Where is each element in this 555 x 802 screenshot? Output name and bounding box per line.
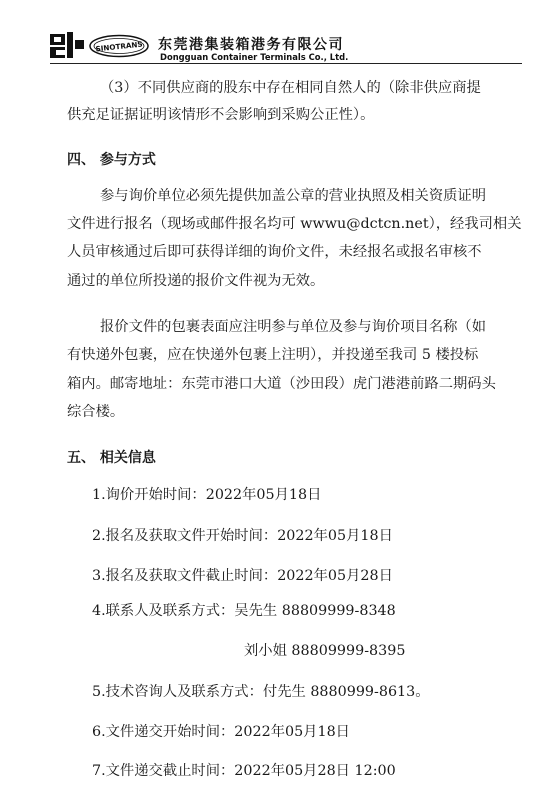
submission-line-4: 综合楼。 <box>67 404 125 420</box>
criterion-3-line-1: （3）不同供应商的股东中存在相同自然人的（除非供应商提 <box>100 80 481 96</box>
logo-wordmark: SINOTRANS <box>95 39 143 54</box>
submission-line-3: 箱内。邮寄地址：东莞市港口大道（沙田段）虎门港港前路二期码头 <box>67 376 496 392</box>
submission-line-1: 报价文件的包裹表面应注明参与单位及参与询价项目名称（如 <box>100 319 487 335</box>
header-divider <box>50 63 522 64</box>
participation-line-1: 参与询价单位必须先提供加盖公章的营业执照及相关资质证明 <box>100 188 487 204</box>
participation-line-3: 人员审核通过后即可获得详细的询价文件，未经报名或报名审核不 <box>67 244 482 260</box>
company-logo-icon <box>50 32 84 58</box>
info-item-6: 6.文件递交开始时间：2022年05月18日 <box>92 724 350 740</box>
participation-line-4: 通过的单位所投递的报价文件视为无效。 <box>67 273 325 289</box>
participation-line-2: 文件进行报名（现场或邮件报名均可 wwwu@dctcn.net），经我司相关 <box>67 216 522 232</box>
section-5-heading: 五、 相关信息 <box>67 450 156 466</box>
submission-line-2: 有快递外包裹，应在快递外包裹上注明），并投递至我司 5 楼投标 <box>67 347 479 363</box>
info-item-5: 5.技术咨询人及联系方式：付先生 8880999-8613。 <box>92 684 430 700</box>
info-item-4-second-contact: 刘小姐 88809999-8395 <box>244 643 406 659</box>
info-item-2: 2.报名及获取文件开始时间：2022年05月18日 <box>92 528 393 544</box>
info-item-4: 4.联系人及联系方式：吴先生 88809999-8348 <box>92 603 396 619</box>
info-item-3: 3.报名及获取文件截止时间：2022年05月28日 <box>92 568 393 584</box>
company-name-en: Dongguan Container Terminals Co., Ltd. <box>160 52 349 62</box>
info-item-1: 1.询价开始时间：2022年05月18日 <box>92 487 322 503</box>
letterhead <box>0 0 555 66</box>
info-item-7: 7.文件递交截止时间：2022年05月28日 12:00 <box>92 763 396 779</box>
criterion-3-line-2: 供充足证据证明该情形不会影响到采购公正性）。 <box>67 107 375 123</box>
section-4-heading: 四、 参与方式 <box>67 152 156 168</box>
company-name-cn: 东莞港集装箱港务有限公司 <box>158 37 344 53</box>
sinotrans-logo-icon <box>88 34 150 58</box>
